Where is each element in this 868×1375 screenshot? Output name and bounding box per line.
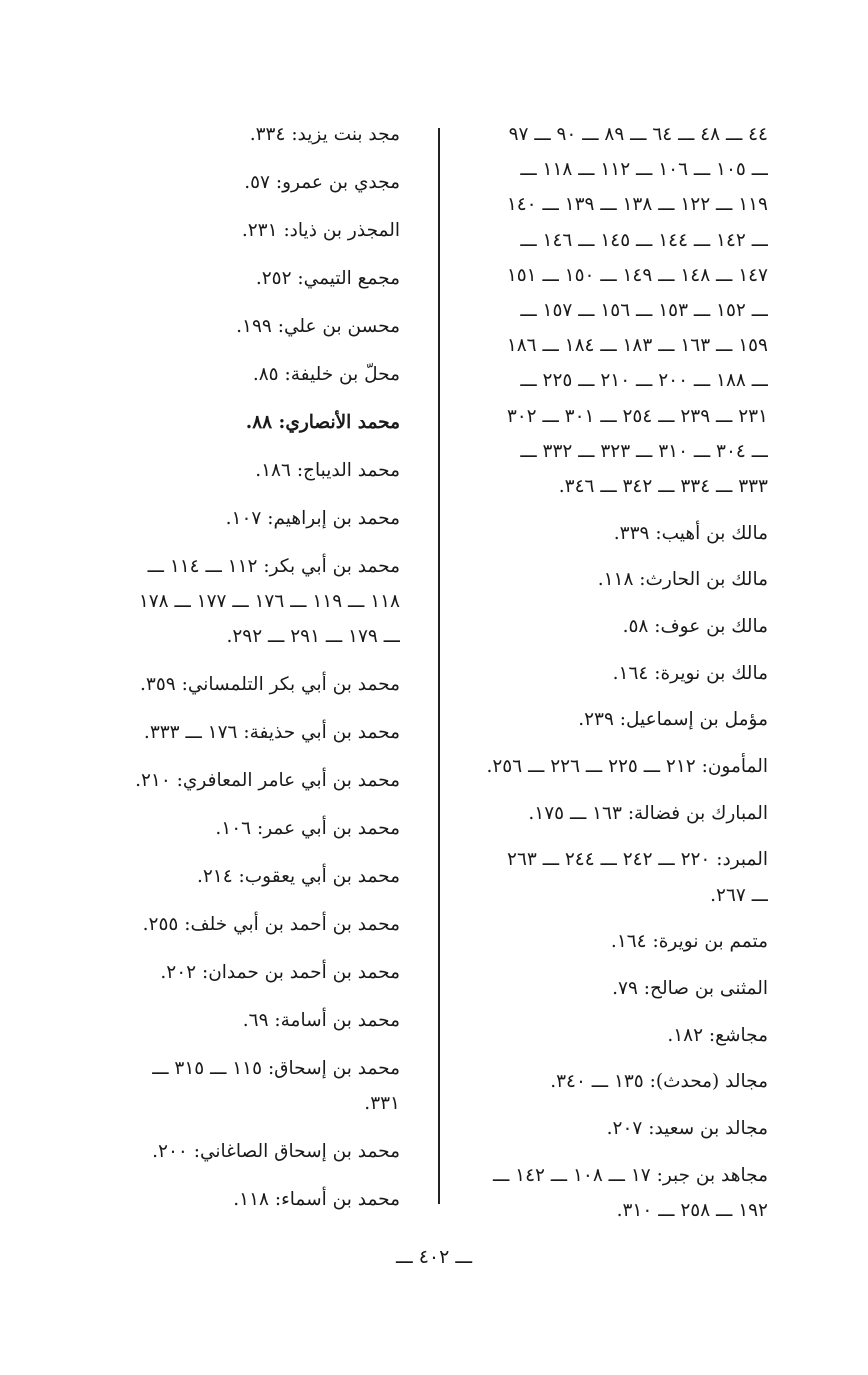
index-entry-line: مالك بن أهيب: ٣٣٩. [613,522,768,544]
index-entry [98,859,400,894]
index-entry-line: ١٩٢ ـــ ٢٥٨ ـــ ٣١٠. [616,1199,768,1221]
entry-gap [466,913,768,925]
entry-gap [466,504,768,516]
index-entry-line: محمد بن إسحاق: ١١٥ ـــ ٣١٥ ـــ [152,1058,400,1080]
index-entry [98,1182,400,1217]
index-entry [466,1158,768,1228]
index-entry-line: محمد الديباج: ١٨٦. [255,459,400,481]
index-entry-line: محمد بن إبراهيم: ١٠٧. [225,507,400,529]
index-entry-line: محمد بن أبي حذيفة: ١٧٦ ـــ ٣٣٣. [143,722,400,744]
index-entry [98,811,400,846]
index-entry-line: مجالد (محدث): ١٣٥ ـــ ٣٤٠. [550,1071,768,1093]
index-entry-line: ـــ ٣٠٤ ـــ ٣١٠ ـــ ٣٢٣ ـــ ٣٣٢ ـــ [520,440,768,462]
index-entry [98,117,400,152]
entry-gap [466,1146,768,1158]
index-entry [98,309,400,344]
entry-gap [98,200,400,213]
entry-gap [98,440,400,453]
index-entry [98,1003,400,1038]
entry-gap [466,644,768,656]
entry-gap [98,702,400,715]
entry-gap [466,691,768,703]
index-entry-line: ٣٣٣ ـــ ٣٣٤ ـــ ٣٤٢ ـــ ٣٤٦. [558,475,768,497]
index-entry-line: مجاهد بن جبر: ١٧ ـــ ١٠٨ ـــ ١٤٢ ـــ [493,1164,768,1186]
entry-gap [98,798,400,811]
entry-gap [98,1169,400,1182]
index-entry [466,749,768,784]
index-entry-line: مالك بن عوف: ٥٨. [622,615,768,637]
index-column-left [98,117,400,1217]
index-entry [466,1064,768,1099]
index-entry [98,955,400,990]
index-entry-line: محمد بن أبي عمر: ١٠٦. [215,818,400,840]
entry-gap [98,152,400,165]
index-entry [98,453,400,488]
entry-gap [98,750,400,763]
index-entry [466,562,768,597]
entry-gap [98,536,400,549]
index-entry-line: مجد بنت يزيد: ٣٣٤. [249,124,400,145]
index-entry-line: مؤمل بن إسماعيل: ٢٣٩. [578,709,768,731]
entry-gap [98,488,400,501]
index-entry-line: ـــ ١٧٩ ـــ ٢٩١ ـــ ٢٩٢. [226,626,400,648]
index-entry-line: محمد بن أبي بكر: ١١٢ ـــ ١١٤ ـــ [147,555,400,577]
index-entry [466,609,768,644]
entry-gap [466,1100,768,1112]
entry-gap [466,784,768,796]
index-entry [98,1051,400,1121]
index-entry [466,842,768,912]
index-entry-line: ـــ ١٨٨ ـــ ٢٠٠ ـــ ٢١٠ ـــ ٢٢٥ ـــ [520,370,768,392]
index-entry-line: محمد الأنصاري: ٨٨. [245,411,400,433]
index-entry [98,501,400,536]
index-entry [98,763,400,798]
index-entry [98,405,400,440]
index-entry-line: مجدي بن عمرو: ٥٧. [244,171,400,193]
index-entry [466,796,768,831]
entry-gap [98,1121,400,1134]
index-entry [98,715,400,750]
index-entry-line: محلّ بن خليفة: ٨٥. [252,363,400,385]
index-entry-line: محمد بن أبي بكر التلمساني: ٣٥٩. [140,674,400,696]
index-entry [466,971,768,1006]
entry-gap [466,738,768,750]
entry-gap [98,344,400,357]
index-entry-line: ـــ ٢٦٧. [710,884,768,906]
index-entry-line: مالك بن الحارث: ١١٨. [597,569,768,591]
entry-gap [98,392,400,405]
index-entry [466,924,768,959]
index-entry [466,117,768,504]
index-entry [98,667,400,702]
entry-gap [466,551,768,563]
index-entry-line: ـــ ١٤٢ ـــ ١٤٤ ـــ ١٤٥ ـــ ١٤٦ ـــ [520,229,768,251]
index-entry [466,516,768,551]
index-entry-line: متمم بن نويرة: ١٦٤. [610,931,768,953]
index-entry-line: ١١٩ ـــ ١٢٢ ـــ ١٣٨ ـــ ١٣٩ ـــ ١٤٠ [506,194,768,216]
index-entry-line: المبرد: ٢٢٠ ـــ ٢٤٢ ـــ ٢٤٤ ـــ ٢٦٣ [507,849,768,871]
index-column-right [466,117,768,1228]
index-entry [98,261,400,296]
index-entry [98,213,400,248]
index-entry-line: ٣٣١. [364,1093,400,1115]
index-entry [466,656,768,691]
index-entry-line: مالك بن نويرة: ١٦٤. [612,662,768,684]
index-entry-line: المبارك بن فضالة: ١٦٣ ـــ ١٧٥. [528,802,768,824]
index-entry-line: المجذر بن ذياد: ٢٣١. [241,219,400,241]
index-entry-line: ـــ ١٠٥ ـــ ١٠٦ ـــ ١١٢ ـــ ١١٨ ـــ [520,159,768,181]
entry-gap [98,894,400,907]
entry-gap [98,846,400,859]
index-entry-line: ١٥٩ ـــ ١٦٣ ـــ ١٨٣ ـــ ١٨٤ ـــ ١٨٦ [506,335,768,357]
index-entry-line: ـــ ١٥٢ ـــ ١٥٣ ـــ ١٥٦ ـــ ١٥٧ ـــ [520,299,768,321]
entry-gap [466,959,768,971]
index-entry-line: محمد بن أحمد بن أبي خلف: ٢٥٥. [142,914,400,936]
index-entry [98,357,400,392]
entry-gap [98,654,400,667]
index-entry-line: ٤٤ ـــ ٤٨ ـــ ٦٤ ـــ ٨٩ ـــ ٩٠ ـــ ٩٧ [508,124,768,145]
entry-gap [98,942,400,955]
index-entry-line: المثنى بن صالح: ٧٩. [612,977,768,999]
entry-gap [98,990,400,1003]
index-entry-line: محمد بن أبي يعقوب: ٢١٤. [196,866,400,888]
index-entry-line: ١١٨ ـــ ١١٩ ـــ ١٧٦ ـــ ١٧٧ ـــ ١٧٨ [138,591,400,613]
index-entry-line: مجاشع: ١٨٢. [667,1024,768,1046]
page-number: ـــ ٤٠٢ ـــ [395,1246,473,1268]
index-entry [98,907,400,942]
index-entry-line: محمد بن أسامة: ٦٩. [242,1010,400,1032]
index-entry [466,1111,768,1146]
entry-gap [466,831,768,843]
index-entry-line: مجالد بن سعيد: ٢٠٧. [606,1118,768,1139]
entry-gap [98,1038,400,1051]
entry-gap [466,597,768,609]
index-entry-line: محمد بن أسماء: ١١٨. [233,1189,400,1211]
entry-gap [98,248,400,261]
entry-gap [466,1053,768,1065]
index-entry [466,702,768,737]
index-entry-line: محمد بن إسحاق الصاغاني: ٢٠٠. [152,1141,400,1163]
index-entry-line: ٢٣١ ـــ ٢٣٩ ـــ ٢٥٤ ـــ ٣٠١ ـــ ٣٠٢ [506,405,768,427]
index-entry-line: محمد بن أبي عامر المعافري: ٢١٠. [135,770,400,792]
index-entry-line: مجمع التيمي: ٢٥٢. [255,267,400,289]
index-entry [98,1134,400,1169]
index-entry [98,549,400,655]
entry-gap [98,296,400,309]
index-entry [466,1018,768,1053]
index-entry-line: محسن بن علي: ١٩٩. [236,315,400,337]
index-entry [98,165,400,200]
column-divider [438,128,440,1204]
index-entry-line: محمد بن أحمد بن حمدان: ٢٠٢. [160,962,400,984]
entry-gap [466,1006,768,1018]
index-entry-line: ١٤٧ ـــ ١٤٨ ـــ ١٤٩ ـــ ١٥٠ ـــ ١٥١ [506,264,768,286]
index-entry-line: المأمون: ٢١٢ ـــ ٢٢٥ ـــ ٢٢٦ ـــ ٢٥٦. [486,756,768,777]
